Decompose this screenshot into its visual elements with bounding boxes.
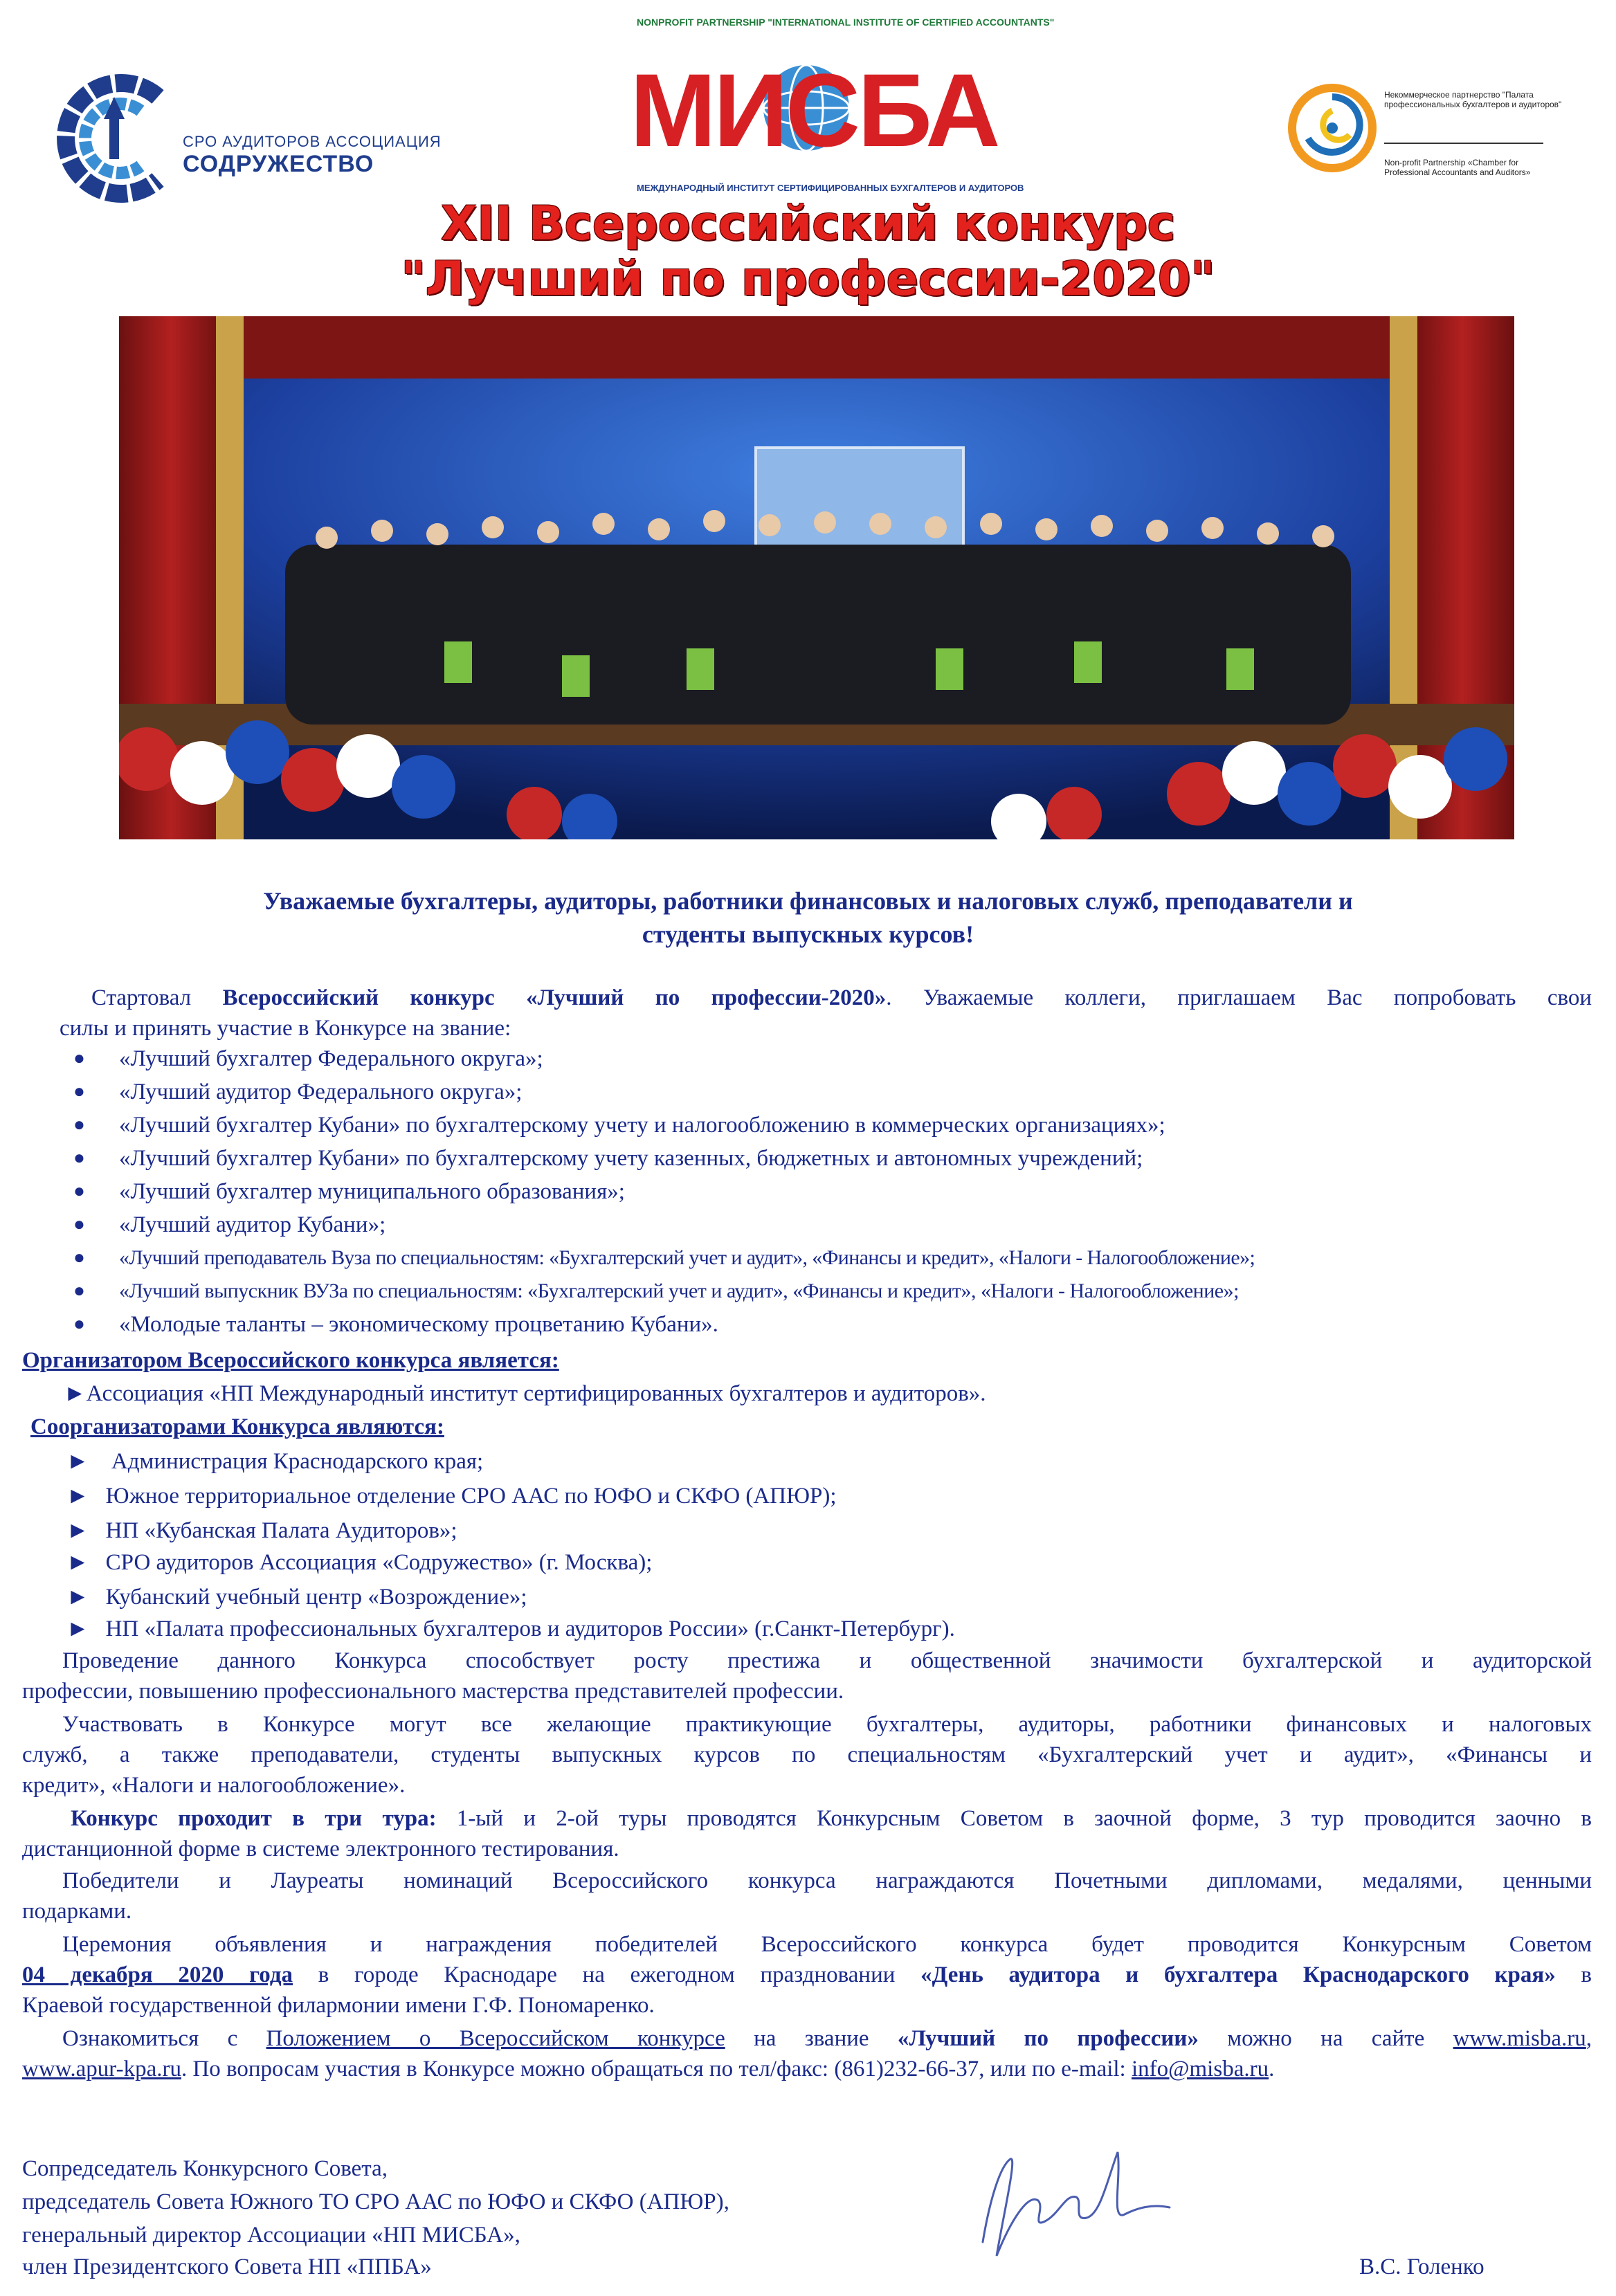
- logo-right-divider: [1384, 143, 1543, 144]
- list-item: ► Кубанский учебный центр «Возрождение»;: [66, 1585, 527, 1610]
- logo-misba: [623, 17, 1055, 203]
- ceremony-event: «День аудитора и бухгалтера Краснодарского края»: [920, 1962, 1556, 1987]
- greeting-line2: студенты выпускных курсов!: [642, 920, 974, 948]
- paragraph-3-line1: Конкурс проходит в три тура: 1-ый и 2-ой туры проводятся Конкурсным Советом в заочной форме, 3 тур проводится заочно в: [71, 1806, 1592, 1831]
- regulation-link[interactable]: Положением о Всероссийском конкурсе: [266, 2026, 725, 2051]
- title-line2: "Лучший по профессии-2020": [401, 252, 1215, 307]
- logo-misba-arc-text: NONPROFIT PARTNERSHIP "INTERNATIONAL INSTITUTE OF CERTIFIED ACCOUNTANTS": [637, 17, 1055, 28]
- paragraph-6-line2: www.apur-kpa.ru. По вопросам участия в Конкурсе можно обращаться по тел/факс: (861)232-66-37, или по e-mail: info@misba.ru.: [22, 2057, 1275, 2081]
- paragraph-5-line3: Краевой государственной филармонии имени Г.Ф. Пономаренко.: [22, 1993, 655, 2018]
- email-link[interactable]: info@misba.ru: [1131, 2057, 1269, 2081]
- logo-misba-brand: МИСБА: [630, 52, 998, 168]
- logo-left-line2: СОДРУЖЕСТВО: [183, 151, 374, 177]
- list-item: ● «Лучший преподаватель Вуза по специальностям: «Бухгалтерский учет и аудит», «Финансы и кредит», «Налоги - Налогообложение»;: [0, 1243, 1616, 1273]
- paragraph-5-line1: Церемония объявления и награждения победителей Всероссийского конкурса будет проводится Конкурсным Советом: [62, 1932, 1592, 1957]
- spiral-emblem-icon: [1287, 69, 1377, 187]
- bullet-dot-icon: ●: [73, 1313, 85, 1335]
- paragraph-2-line1: Участвовать в Конкурсе могут все желающие практикующие бухгалтеры, аудиторы, работники финансовых и налоговых: [62, 1712, 1592, 1737]
- intro-line2: силы и принять участие в Конкурсе на звание:: [60, 1016, 511, 1041]
- list-item: ► Администрация Краснодарского края;: [66, 1449, 484, 1474]
- organizer-item: ►Ассоциация «НП Международный институт сертифицированных бухгалтеров и аудиторов».: [64, 1381, 986, 1406]
- ceremony-photo: [119, 316, 1514, 839]
- paragraph-6-line1: Ознакомиться с Положением о Всероссийском конкурсе на звание «Лучший по профессии» можно на сайте www.misba.ru,: [62, 2026, 1592, 2051]
- paragraph-1-line1: Проведение данного Конкурса способствует росту престижа и общественной значимости бухгалтерской и аудиторской: [62, 1648, 1592, 1673]
- list-item: ► НП «Кубанская Палата Аудиторов»;: [66, 1518, 457, 1543]
- organizer-heading: Организатором Всероссийского конкурса является:: [22, 1348, 559, 1373]
- paragraph-1-line2: профессии, повышению профессионального мастерства представителей профессии.: [22, 1679, 844, 1704]
- signature-line3: генеральный директор Ассоциации «НП МИСБА»,: [22, 2223, 520, 2248]
- bullet-dot-icon: ●: [73, 1081, 85, 1102]
- list-item: ● «Лучший выпускник ВУЗа по специальностям: «Бухгалтерский учет и аудит», «Финансы и кредит», «Налоги - Налогообложение»;: [0, 1276, 1616, 1306]
- logo-misba-subtitle: МЕЖДУНАРОДНЫЙ ИНСТИТУТ СЕРТИФИЦИРОВАННЫХ БУХГАЛТЕРОВ И АУДИТОРОВ: [637, 183, 1024, 193]
- apur-site-link[interactable]: www.apur-kpa.ru: [22, 2057, 181, 2081]
- paragraph-4-line2: подарками.: [22, 1899, 132, 1924]
- logo-ppba: [1287, 69, 1578, 208]
- paragraph-2-line3: кредит», «Налоги и налогообложение».: [22, 1773, 406, 1798]
- list-item: ► СРО аудиторов Ассоциация «Содружество» (г. Москва);: [66, 1550, 653, 1575]
- title-line1: XII Всероссийский конкурс: [440, 197, 1175, 251]
- logo-left-line1: СРО АУДИТОРОВ АССОЦИАЦИЯ: [183, 133, 442, 150]
- signature-line4: член Президентского Совета НП «ППБА»: [22, 2254, 432, 2279]
- arrow-right-icon: ►: [66, 1585, 89, 1610]
- sodruzhestvo-emblem-icon: [54, 69, 179, 208]
- coorganizers-heading: Соорганизаторами Конкурса являются:: [30, 1414, 444, 1439]
- list-item: ● «Лучший бухгалтер Кубани» по бухгалтерскому учету и налогообложению в коммерческих организациях»;: [0, 1110, 1616, 1140]
- signatory-name: В.С. Голенко: [1359, 2254, 1485, 2279]
- list-item: ► Южное территориальное отделение СРО ААС по ЮФО и СКФО (АПЮР);: [66, 1484, 837, 1509]
- intro-start: Стартовал: [91, 985, 223, 1010]
- arrow-right-icon: ►: [66, 1484, 89, 1509]
- arrow-right-icon: ►: [64, 1381, 87, 1406]
- list-item: ● «Молодые таланты – экономическому процветанию Кубани».: [0, 1309, 1616, 1340]
- intro-rest: . Уважаемые коллеги, приглашаем Вас попробовать свои: [886, 985, 1592, 1010]
- bullet-dot-icon: ●: [73, 1280, 85, 1302]
- list-item: ► НП «Палата профессиональных бухгалтеров и аудиторов России» (г.Санкт-Петербург).: [66, 1616, 955, 1641]
- arrow-right-icon: ►: [66, 1518, 89, 1543]
- bullet-dot-icon: ●: [73, 1181, 85, 1202]
- intro-contest-name: Всероссийский конкурс «Лучший по профессии-2020»: [222, 985, 887, 1010]
- bullet-dot-icon: ●: [73, 1048, 85, 1069]
- arrow-right-icon: ►: [66, 1616, 89, 1641]
- list-item: ● «Лучший бухгалтер Федерального округа»;: [0, 1044, 1616, 1074]
- list-item: ● «Лучший аудитор Кубани»;: [0, 1210, 1616, 1240]
- intro-line1: [60, 983, 1592, 1013]
- ceremony-photo-illustration: [119, 316, 1514, 839]
- list-item: ● «Лучший бухгалтер Кубани» по бухгалтерскому учету казенных, бюджетных и автономных учреждений;: [0, 1143, 1616, 1174]
- signature-line2: председатель Совета Южного ТО СРО ААС по ЮФО и СКФО (АПЮР),: [22, 2189, 729, 2214]
- bullet-dot-icon: ●: [73, 1214, 85, 1235]
- arrow-right-icon: ►: [66, 1550, 89, 1575]
- greeting-line1: Уважаемые бухгалтеры, аудиторы, работники финансовых и налоговых служб, преподаватели и: [263, 887, 1353, 915]
- bullet-dot-icon: ●: [73, 1247, 85, 1268]
- paragraph-4-line1: Победители и Лауреаты номинаций Всероссийского конкурса награждаются Почетными дипломами, медалями, ценными: [62, 1868, 1592, 1893]
- arrow-right-icon: ►: [66, 1449, 89, 1474]
- list-item: ● «Лучший бухгалтер муниципального образования»;: [0, 1176, 1616, 1207]
- paragraph-2-line2: служб, а также преподаватели, студенты выпускных курсов по специальностям «Бухгалтерский учет и аудит», «Финансы и: [22, 1742, 1592, 1767]
- paragraph-5-line2: 04 декабря 2020 года в городе Краснодаре на ежегодном праздновании «День аудитора и бухгалтера Краснодарского края» в: [22, 1962, 1592, 1987]
- logo-right-ru: Некоммерческое партнерство "Палата профессиональных бухгалтеров и аудиторов": [1384, 90, 1562, 109]
- ceremony-date: 04 декабря 2020 года: [22, 1962, 293, 1987]
- bullet-dot-icon: ●: [73, 1114, 85, 1136]
- signature-line1: Сопредседатель Конкурсного Совета,: [22, 2156, 388, 2181]
- paragraph-3-line2: дистанционной форме в системе электронного тестирования.: [22, 1837, 619, 1861]
- signature-icon: [962, 2138, 1183, 2277]
- list-item: ● «Лучший аудитор Федерального округа»;: [0, 1077, 1616, 1107]
- logo-right-en: Non-profit Partnership «Chamber for Professional Accountants and Auditors»: [1384, 158, 1531, 177]
- misba-site-link[interactable]: www.misba.ru: [1453, 2026, 1586, 2051]
- bullet-dot-icon: ●: [73, 1147, 85, 1169]
